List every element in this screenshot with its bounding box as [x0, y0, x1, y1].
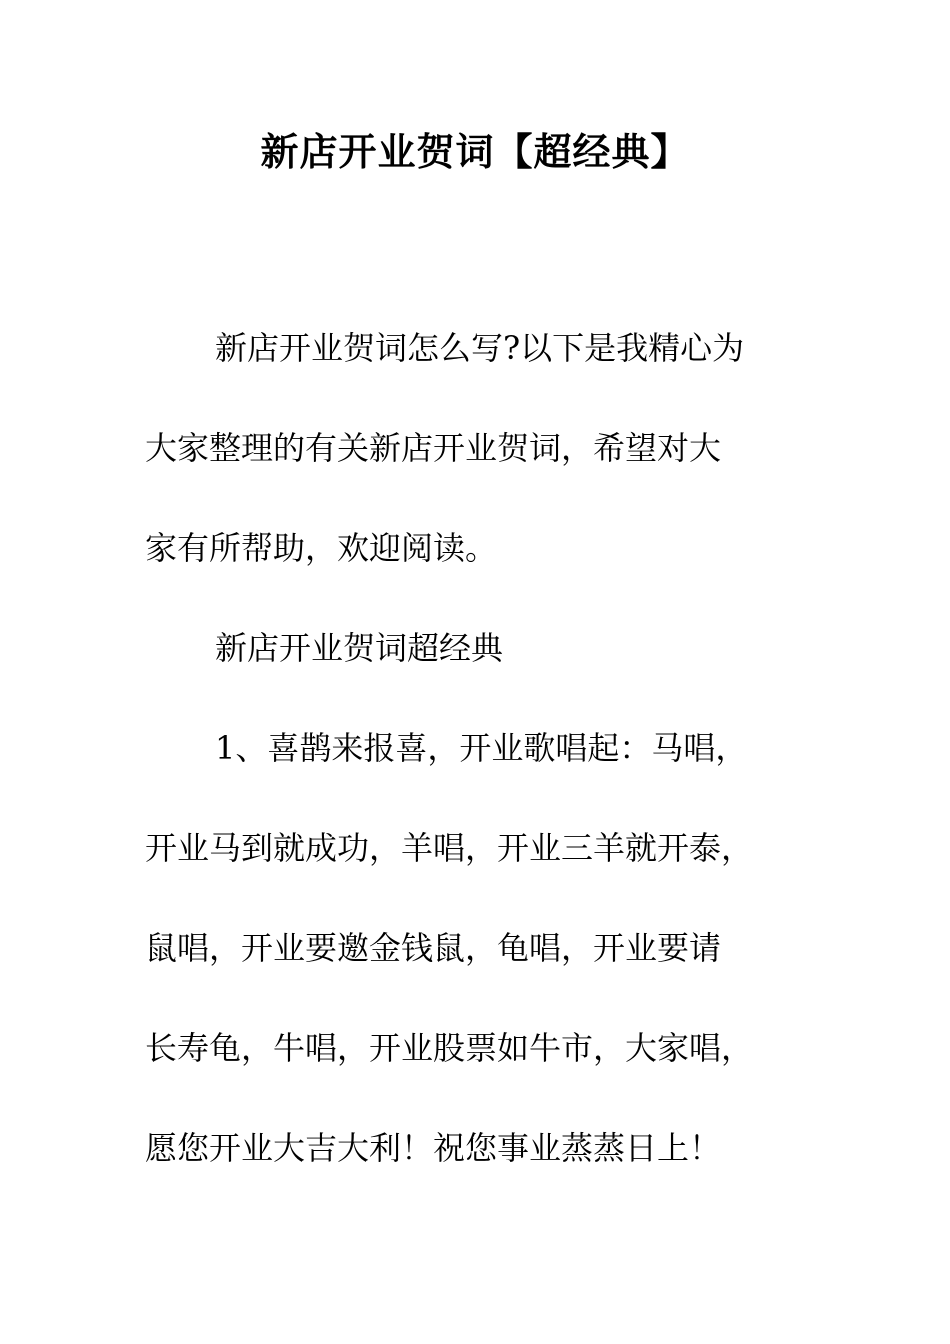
- paragraph-line: 1、喜鹊来报喜，开业歌唱起：马唱，: [215, 729, 748, 767]
- paragraph-line: 大家整理的有关新店开业贺词，希望对大: [145, 429, 722, 467]
- intro-paragraph: [145, 298, 805, 598]
- section-heading: 新店开业贺词超经典: [215, 629, 504, 667]
- paragraph-line: 愿您开业大吉大利！祝您事业蒸蒸日上！: [145, 1129, 722, 1167]
- paragraph-line: 长寿龟，牛唱，开业股票如牛市，大家唱，: [145, 1029, 754, 1067]
- document-title: 新店开业贺词【超经典】: [260, 129, 690, 174]
- section-heading-paragraph: [145, 598, 805, 698]
- document-body: [145, 298, 805, 1198]
- paragraph-line: 家有所帮助，欢迎阅读。: [145, 529, 498, 567]
- paragraph-line: 新店开业贺词怎么写?以下是我精心为: [215, 329, 745, 367]
- paragraph-line: 鼠唱，开业要邀金钱鼠，龟唱，开业要请: [145, 929, 722, 967]
- paragraph-line: 开业马到就成功，羊唱，开业三羊就开泰，: [145, 829, 754, 867]
- greeting-paragraph-1: [145, 698, 805, 1198]
